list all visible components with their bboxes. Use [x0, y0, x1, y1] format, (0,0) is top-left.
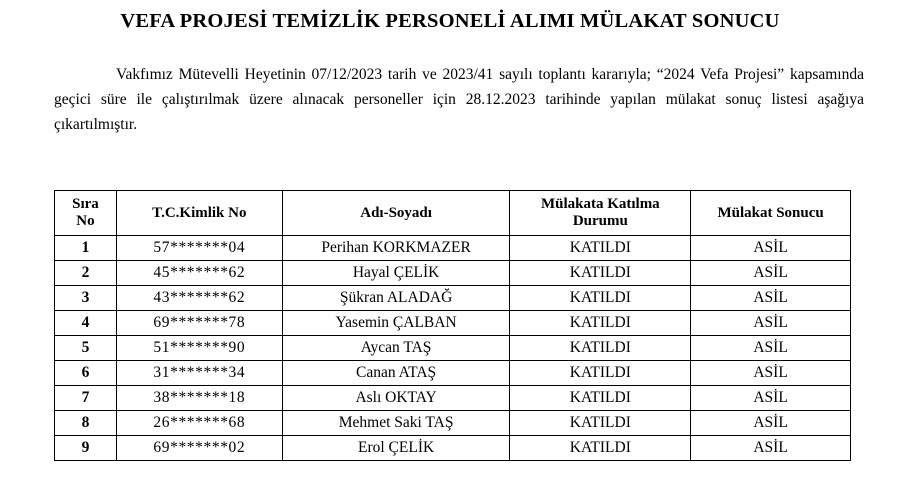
cell-katilma-durumu: KATILDI [510, 336, 691, 361]
table-row [55, 311, 851, 336]
cell-tc-kimlik: 31*******34 [116, 361, 282, 386]
cell-adi-soyadi: Erol ÇELİK [282, 436, 510, 461]
cell-adi-soyadi: Aslı OKTAY [282, 386, 510, 411]
cell-mulakat-sonucu: ASİL [691, 286, 851, 311]
header-katilma-durumu: Mülakata Katılma Durumu [510, 191, 691, 236]
header-sira-no: Sıra No [55, 191, 117, 236]
cell-adi-soyadi: Şükran ALADAĞ [282, 286, 510, 311]
cell-sira-no: 6 [55, 361, 117, 386]
table-row [55, 261, 851, 286]
table-row [55, 436, 851, 461]
cell-katilma-durumu: KATILDI [510, 361, 691, 386]
results-table [54, 190, 851, 461]
cell-mulakat-sonucu: ASİL [691, 311, 851, 336]
intro-paragraph [54, 62, 864, 137]
table-row [55, 236, 851, 261]
cell-mulakat-sonucu: ASİL [691, 336, 851, 361]
header-tc-kimlik: T.C.Kimlik No [116, 191, 282, 236]
cell-tc-kimlik: 26*******68 [116, 411, 282, 436]
cell-adi-soyadi: Perihan KORKMAZER [282, 236, 510, 261]
cell-adi-soyadi: Aycan TAŞ [282, 336, 510, 361]
cell-katilma-durumu: KATILDI [510, 436, 691, 461]
cell-sira-no: 1 [55, 236, 117, 261]
cell-tc-kimlik: 57*******04 [116, 236, 282, 261]
table-row [55, 361, 851, 386]
table-header-row [55, 191, 851, 236]
cell-tc-kimlik: 69*******78 [116, 311, 282, 336]
cell-sira-no: 5 [55, 336, 117, 361]
header-adi-soyadi: Adı-Soyadı [282, 191, 510, 236]
document-title: VEFA PROJESİ TEMİZLİK PERSONELİ ALIMI MÜLAKAT SONUCU [120, 10, 780, 32]
cell-adi-soyadi: Hayal ÇELİK [282, 261, 510, 286]
cell-katilma-durumu: KATILDI [510, 411, 691, 436]
cell-sira-no: 7 [55, 386, 117, 411]
cell-sira-no: 3 [55, 286, 117, 311]
cell-adi-soyadi: Canan ATAŞ [282, 361, 510, 386]
table-row [55, 411, 851, 436]
cell-tc-kimlik: 45*******62 [116, 261, 282, 286]
cell-mulakat-sonucu: ASİL [691, 261, 851, 286]
cell-adi-soyadi: Yasemin ÇALBAN [282, 311, 510, 336]
cell-sira-no: 9 [55, 436, 117, 461]
cell-katilma-durumu: KATILDI [510, 386, 691, 411]
cell-tc-kimlik: 43*******62 [116, 286, 282, 311]
cell-katilma-durumu: KATILDI [510, 286, 691, 311]
cell-mulakat-sonucu: ASİL [691, 386, 851, 411]
cell-mulakat-sonucu: ASİL [691, 361, 851, 386]
cell-mulakat-sonucu: ASİL [691, 411, 851, 436]
cell-katilma-durumu: KATILDI [510, 236, 691, 261]
cell-katilma-durumu: KATILDI [510, 261, 691, 286]
cell-sira-no: 2 [55, 261, 117, 286]
cell-mulakat-sonucu: ASİL [691, 236, 851, 261]
table-row [55, 336, 851, 361]
cell-adi-soyadi: Mehmet Saki TAŞ [282, 411, 510, 436]
cell-sira-no: 8 [55, 411, 117, 436]
intro-text: Vakfımız Mütevelli Heyetinin 07/12/2023 tarih ve 2023/41 sayılı toplantı kararıyla; “2024 Vefa Projesi” kapsamında geçici süre ile çalıştırılmak üzere alınacak personeller için 28.12.2023 tarihinde yapılan mülakat sonuç listesi aşağıya çıkartılmıştır. [54, 66, 864, 133]
cell-tc-kimlik: 69*******02 [116, 436, 282, 461]
cell-katilma-durumu: KATILDI [510, 311, 691, 336]
table-row [55, 286, 851, 311]
cell-sira-no: 4 [55, 311, 117, 336]
cell-tc-kimlik: 51*******90 [116, 336, 282, 361]
cell-mulakat-sonucu: ASİL [691, 436, 851, 461]
cell-tc-kimlik: 38*******18 [116, 386, 282, 411]
table-row [55, 386, 851, 411]
header-mulakat-sonucu: Mülakat Sonucu [691, 191, 851, 236]
